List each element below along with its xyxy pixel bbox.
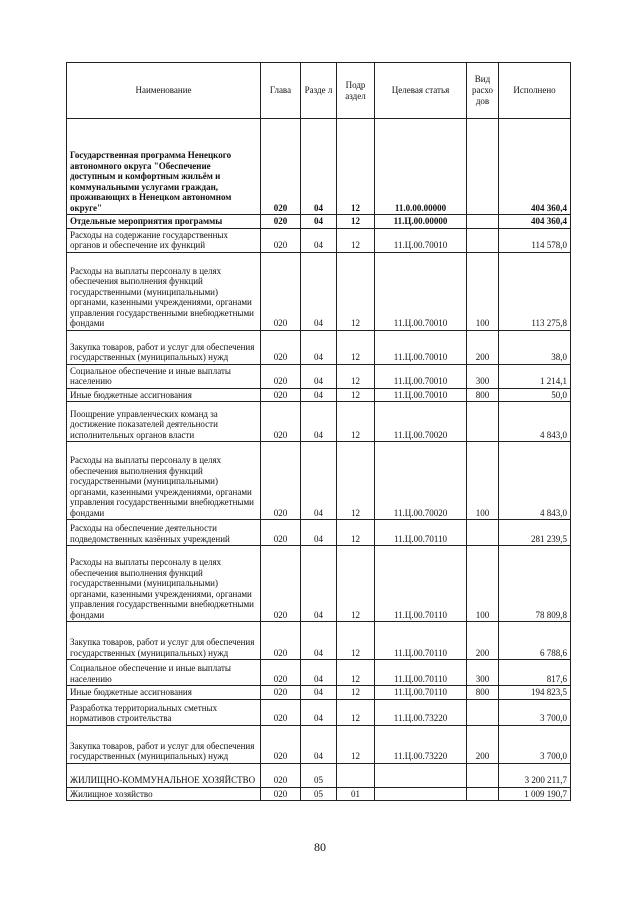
cell-target: 11.Ц.00.73220: [375, 725, 467, 763]
table-row: [67, 787, 571, 801]
cell-section: 04: [301, 699, 337, 725]
cell-subsection: 12: [337, 442, 375, 520]
header-executed: Исполнено: [499, 63, 571, 119]
cell-name: Разработка территориальных сметных нормативов строительства: [67, 699, 261, 725]
cell-target: 11.Ц.00.70110: [375, 520, 467, 546]
table-row: [67, 725, 571, 763]
cell-subsection: 12: [337, 686, 375, 700]
header-subsection: Подр аздел: [337, 63, 375, 119]
cell-section: 04: [301, 330, 337, 364]
cell-section: 04: [301, 388, 337, 402]
cell-executed: 38,0: [499, 330, 571, 364]
budget-table: [66, 62, 571, 801]
cell-name: Расходы на выплаты персоналу в целях обеспечения выполнения функций государственными (муниципальными) органами, казенными учреждениями, органами управления государственными внебюджетными фондами: [67, 442, 261, 520]
cell-expense-type: [467, 119, 499, 215]
cell-subsection: 12: [337, 725, 375, 763]
cell-subsection: 12: [337, 215, 375, 229]
cell-executed: 404 360,4: [499, 215, 571, 229]
table-row: [67, 330, 571, 364]
header-expense-type: Вид расхо дов: [467, 63, 499, 119]
cell-expense-type: 100: [467, 252, 499, 330]
header-section: Разде л: [301, 63, 337, 119]
cell-section: 04: [301, 442, 337, 520]
cell-section: 04: [301, 119, 337, 215]
cell-chapter: 020: [261, 546, 301, 622]
cell-chapter: 020: [261, 228, 301, 252]
cell-section: 04: [301, 686, 337, 700]
cell-section: 04: [301, 546, 337, 622]
cell-section: 04: [301, 402, 337, 442]
cell-subsection: 12: [337, 330, 375, 364]
cell-executed: 3 200 211,7: [499, 763, 571, 787]
cell-chapter: 020: [261, 622, 301, 660]
cell-executed: 6 788,6: [499, 622, 571, 660]
cell-name: Расходы на выплаты персоналу в целях обеспечения выполнения функций государственными (муниципальными) органами, казенными учреждениями, органами управления государственными внебюджетными фондами: [67, 546, 261, 622]
cell-name: Социальное обеспечение и иные выплаты населению: [67, 364, 261, 388]
cell-name: Иные бюджетные ассигнования: [67, 686, 261, 700]
cell-chapter: 020: [261, 388, 301, 402]
cell-subsection: 12: [337, 699, 375, 725]
table-row: [67, 388, 571, 402]
cell-target: 11.Ц.00.70010: [375, 388, 467, 402]
cell-name: Закупка товаров, работ и услуг для обеспечения государственных (муниципальных) нужд: [67, 622, 261, 660]
cell-executed: 114 578,0: [499, 228, 571, 252]
cell-chapter: 020: [261, 699, 301, 725]
cell-target: 11.Ц.00.70110: [375, 546, 467, 622]
header-row: [67, 63, 571, 119]
cell-target: 11.Ц.00.70110: [375, 660, 467, 686]
cell-target: 11.Ц.00.70010: [375, 252, 467, 330]
cell-name: Иные бюджетные ассигнования: [67, 388, 261, 402]
table-row: [67, 622, 571, 660]
cell-expense-type: [467, 402, 499, 442]
cell-chapter: 020: [261, 252, 301, 330]
cell-executed: 3 700,0: [499, 699, 571, 725]
cell-name: Жилищное хозяйство: [67, 787, 261, 801]
table-row: [67, 699, 571, 725]
table-row: [67, 442, 571, 520]
cell-executed: 281 239,5: [499, 520, 571, 546]
cell-subsection: 12: [337, 364, 375, 388]
cell-expense-type: 300: [467, 364, 499, 388]
cell-chapter: 020: [261, 364, 301, 388]
cell-target: [375, 787, 467, 801]
cell-expense-type: 100: [467, 442, 499, 520]
cell-executed: 1 214,1: [499, 364, 571, 388]
cell-expense-type: 200: [467, 622, 499, 660]
cell-expense-type: [467, 520, 499, 546]
cell-subsection: 12: [337, 402, 375, 442]
cell-expense-type: 800: [467, 686, 499, 700]
cell-expense-type: 800: [467, 388, 499, 402]
cell-expense-type: 100: [467, 546, 499, 622]
cell-name: Отдельные мероприятия программы: [67, 215, 261, 229]
cell-executed: 3 700,0: [499, 725, 571, 763]
cell-name: Государственная программа Ненецкого автономного округа "Обеспечение доступным и комфортным жильём и коммунальными услугами граждан, проживающих в Ненецком автономном округе": [67, 119, 261, 215]
cell-chapter: 020: [261, 763, 301, 787]
cell-name: ЖИЛИЩНО-КОММУНАЛЬНОЕ ХОЗЯЙСТВО: [67, 763, 261, 787]
cell-chapter: 020: [261, 520, 301, 546]
cell-target: 11.Ц.00.70010: [375, 330, 467, 364]
table-row: [67, 228, 571, 252]
cell-name: Социальное обеспечение и иные выплаты населению: [67, 660, 261, 686]
header-name: Наименование: [67, 63, 261, 119]
cell-target: 11.Ц.00.70020: [375, 442, 467, 520]
table-row: [67, 252, 571, 330]
cell-executed: 4 843,0: [499, 442, 571, 520]
table-row: [67, 215, 571, 229]
cell-name: Расходы на обеспечение деятельности подведомственных казённых учреждений: [67, 520, 261, 546]
cell-chapter: 020: [261, 402, 301, 442]
table-row: [67, 686, 571, 700]
cell-subsection: 12: [337, 622, 375, 660]
cell-section: 04: [301, 364, 337, 388]
cell-executed: 817,6: [499, 660, 571, 686]
cell-target: 11.Ц.00.73220: [375, 699, 467, 725]
cell-expense-type: 200: [467, 725, 499, 763]
cell-expense-type: [467, 763, 499, 787]
cell-section: 04: [301, 252, 337, 330]
page-number: 80: [314, 840, 326, 854]
cell-name: Расходы на выплаты персоналу в целях обеспечения выполнения функций государственными (муниципальными) органами, казенными учреждениями, органами управления государственными внебюджетными фондами: [67, 252, 261, 330]
cell-expense-type: 300: [467, 660, 499, 686]
cell-subsection: 12: [337, 660, 375, 686]
cell-chapter: 020: [261, 119, 301, 215]
cell-section: 04: [301, 228, 337, 252]
cell-chapter: 020: [261, 330, 301, 364]
table-row: [67, 763, 571, 787]
table-row: [67, 364, 571, 388]
cell-chapter: 020: [261, 725, 301, 763]
cell-subsection: [337, 763, 375, 787]
table-row: [67, 660, 571, 686]
cell-target: 11.Ц.00.70010: [375, 228, 467, 252]
cell-executed: 194 823,5: [499, 686, 571, 700]
cell-target: [375, 763, 467, 787]
cell-executed: 50,0: [499, 388, 571, 402]
cell-expense-type: [467, 228, 499, 252]
header-target: Целевая статья: [375, 63, 467, 119]
cell-chapter: 020: [261, 787, 301, 801]
cell-expense-type: [467, 215, 499, 229]
cell-target: 11.0.00.00000: [375, 119, 467, 215]
cell-target: 11.Ц.00.70010: [375, 364, 467, 388]
cell-chapter: 020: [261, 442, 301, 520]
cell-name: Закупка товаров, работ и услуг для обеспечения государственных (муниципальных) нужд: [67, 725, 261, 763]
table-row: [67, 119, 571, 215]
cell-section: 04: [301, 660, 337, 686]
cell-expense-type: [467, 787, 499, 801]
cell-target: 11.Ц.00.70110: [375, 622, 467, 660]
cell-executed: 1 009 190,7: [499, 787, 571, 801]
cell-target: 11.Ц.00.70110: [375, 686, 467, 700]
table-row: [67, 402, 571, 442]
cell-section: 04: [301, 622, 337, 660]
cell-subsection: 12: [337, 388, 375, 402]
cell-subsection: 01: [337, 787, 375, 801]
cell-executed: 113 275,8: [499, 252, 571, 330]
cell-name: Поощрение управленческих команд за достижение показателей деятельности исполнительных органов власти: [67, 402, 261, 442]
cell-target: 11.Ц.00.70020: [375, 402, 467, 442]
table-row: [67, 520, 571, 546]
cell-expense-type: 200: [467, 330, 499, 364]
table-row: [67, 546, 571, 622]
cell-name: Закупка товаров, работ и услуг для обеспечения государственных (муниципальных) нужд: [67, 330, 261, 364]
cell-subsection: 12: [337, 546, 375, 622]
cell-executed: 78 809,8: [499, 546, 571, 622]
cell-subsection: 12: [337, 520, 375, 546]
cell-section: 04: [301, 520, 337, 546]
cell-subsection: 12: [337, 252, 375, 330]
cell-section: 04: [301, 215, 337, 229]
cell-subsection: 12: [337, 119, 375, 215]
cell-chapter: 020: [261, 660, 301, 686]
cell-name: Расходы на содержание государственных органов и обеспечение их функций: [67, 228, 261, 252]
cell-section: 05: [301, 763, 337, 787]
cell-chapter: 020: [261, 686, 301, 700]
cell-executed: 4 843,0: [499, 402, 571, 442]
cell-chapter: 020: [261, 215, 301, 229]
cell-expense-type: [467, 699, 499, 725]
table-body: [67, 119, 571, 801]
header-chapter: Глава: [261, 63, 301, 119]
cell-executed: 404 360,4: [499, 119, 571, 215]
cell-subsection: 12: [337, 228, 375, 252]
cell-section: 05: [301, 787, 337, 801]
cell-section: 04: [301, 725, 337, 763]
cell-target: 11.Ц.00.00000: [375, 215, 467, 229]
